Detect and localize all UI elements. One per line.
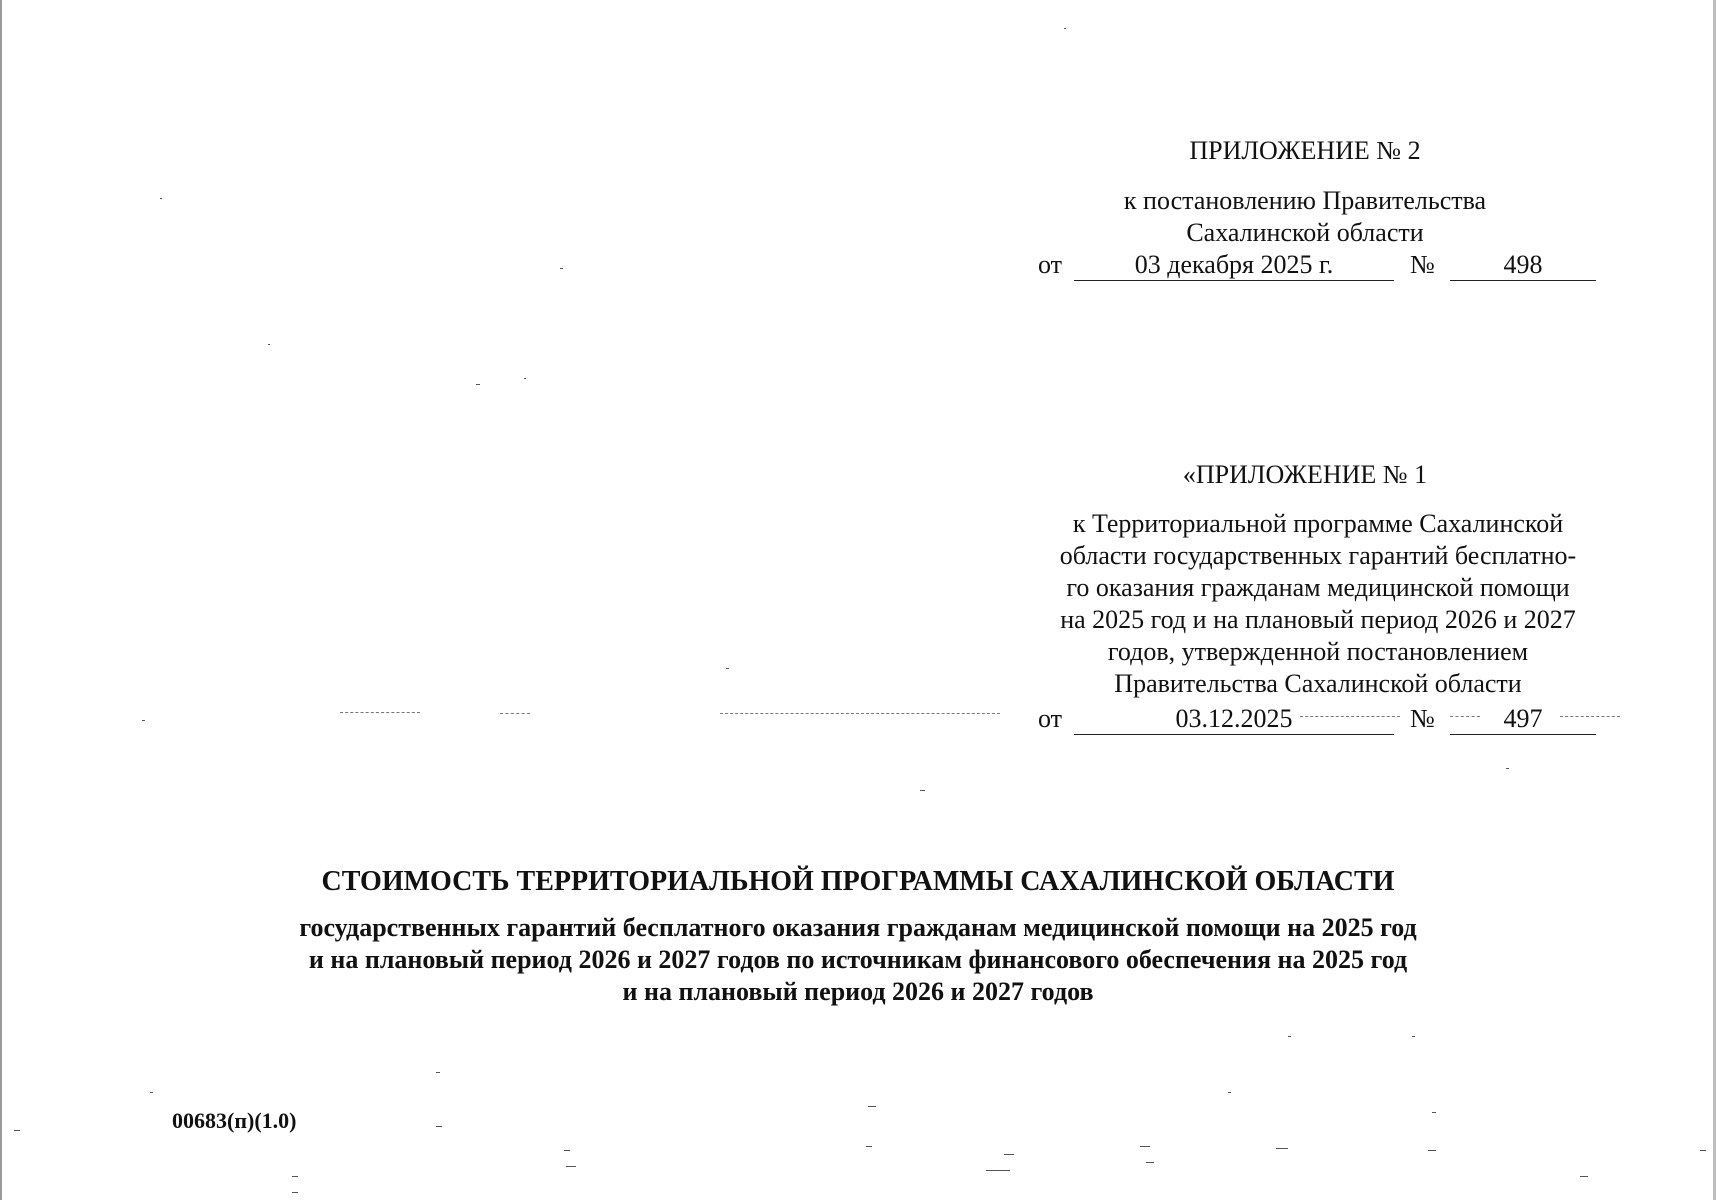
scan-artifact [436, 1072, 440, 1073]
appendix-1-line: Правительства Сахалинской области [1114, 669, 1522, 698]
scan-artifact [566, 1166, 576, 1167]
scan-artifact [920, 790, 925, 791]
scan-artifact [1276, 1148, 1288, 1149]
scan-artifact [1228, 1092, 1231, 1093]
scan-artifact [868, 1106, 876, 1107]
from-label: от [1038, 250, 1063, 279]
scan-artifact [1428, 1150, 1436, 1151]
appendix-1-line: го оказания гражданам медицинской помощи [1066, 573, 1570, 602]
scan-artifact [866, 1146, 872, 1147]
appendix-1-reference-text [1020, 508, 1616, 700]
appendix-2-title: ПРИЛОЖЕНИЕ № 2 [1189, 136, 1421, 165]
scan-artifact [142, 720, 145, 721]
scan-left-edge [0, 0, 2, 1200]
scan-artifact [476, 384, 480, 385]
subtitle-line: и на плановый период 2026 и 2027 годов [622, 977, 1094, 1006]
program-number: 497 [1450, 704, 1596, 735]
scan-artifact [564, 1150, 570, 1151]
scan-artifact [986, 1170, 1010, 1171]
scan-artifact [292, 1192, 298, 1193]
subtitle-line: и на плановый период 2026 и 2027 годов по источникам финансового обеспечения на 2025 год [308, 945, 1408, 974]
scan-artifact [436, 1126, 442, 1127]
scan-artifact [1580, 1176, 1588, 1177]
appendix-2-reference-line-1: к постановлению Правительства [1123, 186, 1487, 215]
scan-artifact [1146, 1162, 1154, 1163]
scan-artifact [14, 1130, 20, 1131]
resolution-number: 498 [1450, 250, 1596, 281]
document-title: СТОИМОСТЬ ТЕРРИТОРИАЛЬНОЙ ПРОГРАММЫ САХАЛИНСКОЙ ОБЛАСТИ [321, 866, 1395, 897]
program-date: 03.12.2025 [1074, 704, 1394, 735]
scan-artifact [1432, 1112, 1436, 1113]
appendix-1-line: области государственных гарантий бесплатно- [1059, 541, 1577, 570]
appendix-1-line: к Территориальной программе Сахалинской [1072, 509, 1564, 538]
appendix-1-date-number-row [1038, 704, 1598, 736]
scan-artifact [1064, 28, 1066, 29]
scan-artifact [560, 268, 563, 269]
document-subtitle [150, 912, 1566, 1008]
appendix-2-reference-line-2: Сахалинской области [1186, 218, 1424, 247]
scan-artifact [1300, 716, 1400, 717]
appendix-1-line: годов, утвержденной постановлением [1107, 637, 1529, 666]
scan-artifact [726, 668, 729, 669]
scan-artifact [1004, 1154, 1014, 1155]
scan-artifact [160, 198, 162, 199]
scan-artifact [1506, 768, 1509, 769]
scan-artifact [1140, 1146, 1150, 1147]
document-code: 00683(п)(1.0) [172, 1108, 297, 1133]
scan-artifact [1560, 716, 1620, 717]
scan-artifact [268, 344, 270, 345]
appendix-1-line: на 2025 год и на плановый период 2026 и 2027 [1060, 605, 1576, 634]
number-label: № [1410, 704, 1435, 733]
subtitle-line: государственных гарантий бесплатного оказания гражданам медицинской помощи на 2025 год [299, 913, 1417, 942]
scan-artifact [1700, 1150, 1706, 1151]
appendix-1-title: «ПРИЛОЖЕНИЕ № 1 [1182, 460, 1428, 489]
scan-artifact [500, 713, 530, 714]
scan-artifact [340, 712, 420, 713]
scan-artifact [720, 713, 1000, 714]
from-label: от [1038, 704, 1063, 733]
appendix-2-date-number-row [1038, 250, 1598, 282]
number-label: № [1410, 250, 1435, 279]
scan-artifact [1450, 716, 1480, 717]
resolution-date: 03 декабря 2025 г. [1074, 250, 1394, 281]
scan-artifact [524, 378, 526, 379]
scan-artifact [1412, 1036, 1415, 1037]
scan-artifact [150, 1092, 153, 1093]
scan-artifact [292, 1176, 298, 1177]
scan-artifact [1288, 1036, 1291, 1037]
